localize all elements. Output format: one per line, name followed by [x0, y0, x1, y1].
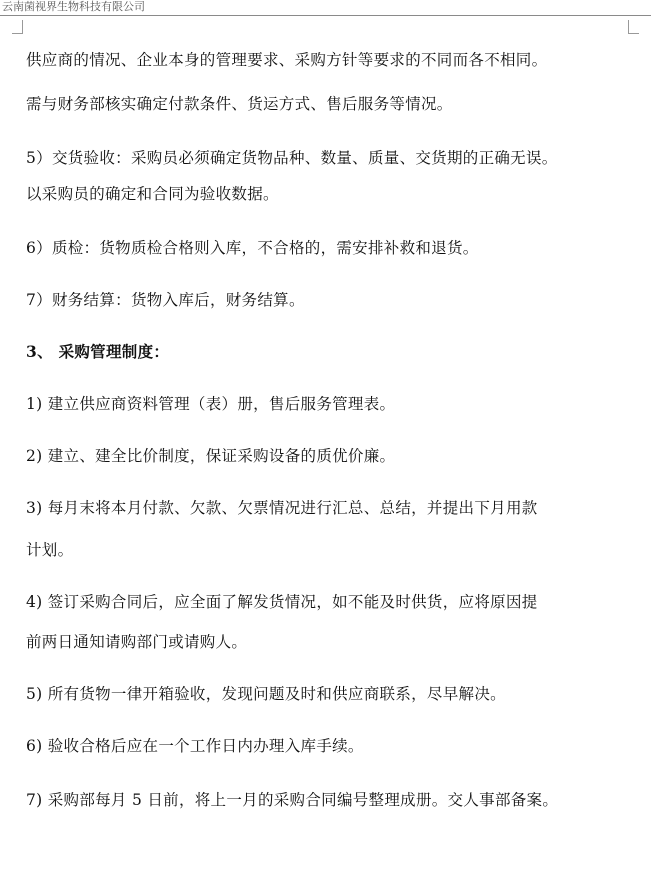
paragraph-line: 前两日通知请购部门或请购人。 — [26, 633, 248, 651]
paragraph-line: 1) 建立供应商资料管理（表）册，售后服务管理表。 — [26, 395, 396, 413]
paragraph-line: 供应商的情况、企业本身的管理要求、采购方针等要求的不同而各不相同。 — [26, 51, 548, 69]
paragraph-line: 5）交货验收：采购员必须确定货物品种、数量、质量、交货期的正确无误。 — [26, 149, 558, 167]
paragraph-line: 以采购员的确定和合同为验收数据。 — [26, 185, 279, 203]
paragraph-line: 7) 采购部每月 5 日前，将上一月的采购合同编号整理成册。交人事部备案。 — [26, 791, 559, 809]
paragraph-line: 4) 签订采购合同后，应全面了解发货情况，如不能及时供货，应将原因提 — [26, 593, 538, 611]
paragraph-line: 计划。 — [26, 541, 74, 559]
paragraph-line: 3) 每月末将本月付款、欠款、欠票情况进行汇总、总结，并提出下月用款 — [26, 499, 538, 517]
section-heading: 3、 采购管理制度： — [26, 342, 170, 361]
paragraph-line: 6）质检：货物质检合格则入库，不合格的，需安排补救和退货。 — [26, 239, 479, 257]
page-header — [0, 0, 651, 18]
header-company-name: 云南菌视界生物科技有限公司 — [2, 0, 145, 13]
paragraph-line: 6) 验收合格后应在一个工作日内办理入库手续。 — [26, 737, 364, 755]
header-rule — [0, 15, 651, 16]
paragraph-line: 5) 所有货物一律开箱验收，发现问题及时和供应商联系，尽早解决。 — [26, 685, 506, 703]
margin-corner-mark-left — [22, 20, 23, 34]
paragraph-line: 7）财务结算：货物入库后，财务结算。 — [26, 291, 305, 309]
margin-corner-mark-right-h — [629, 33, 639, 34]
paragraph-line: 2) 建立、建全比价制度，保证采购设备的质优价廉。 — [26, 447, 396, 465]
margin-corner-mark-left-h — [12, 33, 22, 34]
margin-corner-mark-right — [628, 20, 629, 34]
paragraph-line: 需与财务部核实确定付款条件、货运方式、售后服务等情况。 — [26, 95, 453, 113]
